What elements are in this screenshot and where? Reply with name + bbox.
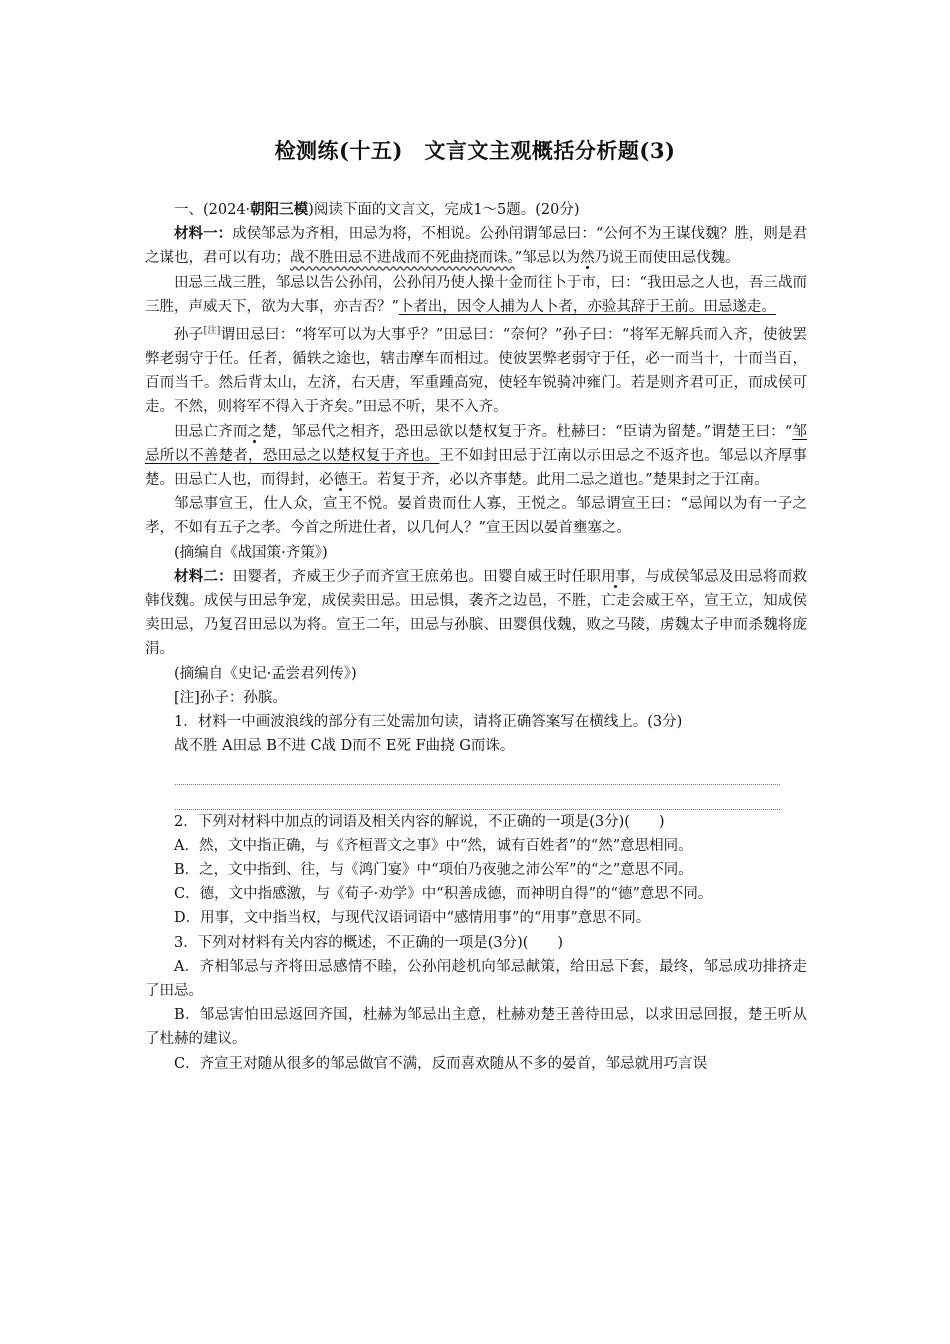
material1-paragraph-1 xyxy=(145,222,807,270)
dotted-word-zhi: 之 xyxy=(247,423,263,440)
m1p4-text-d: 王。若复于齐，必以齐事楚。此用二忌之道也。”楚果封之于江南。 xyxy=(348,472,769,489)
material1-label: 材料一： xyxy=(174,225,233,243)
dotted-word-yongshi: 用事 xyxy=(601,568,631,585)
underlined-sentence-1: 卜者出，因令人捕为人卜者，亦验其辞于王前。田忌遂走。 xyxy=(398,298,776,315)
material2-label: 材料二： xyxy=(174,567,233,585)
material1-source: (摘编自《战国策·齐策》) xyxy=(174,544,328,561)
m2-text-b: ，与成侯邹忌及田忌将而救韩伐魏。成侯与田忌争宠，成侯卖田忌。田忌惧，袭齐之边邑，不胜，亡走会威王卒，宣王立，知成侯卖田忌，乃复召田忌以为将。宣王二年，田忌与孙膑、田婴俱伐魏，败之马陵，虏魏太子申而杀魏将庞涓。 xyxy=(145,568,808,658)
material1-paragraph-5: 邹忌事宣王，仕人众，宣王不悦。晏首贵而仕人寡，王悦之。邹忌谓宣王曰：“忌闻以为有一子之孝，不如有五子之孝。今首之所进仕者，以几何人？”宣王因以晏首壅塞之。 xyxy=(145,496,807,537)
question-2-option-d: D．用事，文中指当权，与现代汉语词语中“感情用事”的“用事”意思不同。 xyxy=(174,910,651,927)
page-title: 检测练(十五) 文言文主观概括分析题(3) xyxy=(274,138,676,163)
m1p1-text-a: 成侯邹忌为齐相，田忌为将，不相说。公孙闬谓邹忌曰：“公何不为王谋伐魏？胜，则是君之谋也，君可以有功； xyxy=(145,226,807,267)
m1p1-text-c: 乃说王而使田忌伐魏。 xyxy=(594,250,740,267)
m1p4-text-b: 楚，邹忌代之相齐，恐田忌欲以楚权复于齐。杜赫曰：“臣请为留楚。”谓楚王曰：“ xyxy=(262,423,793,440)
question-1-options: 战不胜 A田忌 B不进 C战 D而不 E死 F曲挠 G而诛。 xyxy=(174,738,515,755)
material1-paragraph-4 xyxy=(145,420,807,493)
question-3-option-b: B．邹忌害怕田忌返回齐国，杜赫为邹忌出主意，杜赫劝楚王善待田忌，以求田忌回报，楚王听从了杜赫的建议。 xyxy=(145,1007,807,1048)
section-intro xyxy=(145,198,807,222)
m2-text-a: 田婴者，齐威王少子而齐宣王庶弟也。田婴自威王时任职 xyxy=(232,568,602,585)
question-2-option-c: C．德，文中指感激，与《荀子·劝学》中“积善成德，而神明自得”的“德”意思不同。 xyxy=(174,886,713,903)
question-2-option-b: B．之，文中指到、往，与《鸿门宴》中“项伯乃夜驰之沛公军”的“之”意思不同。 xyxy=(174,861,693,878)
material2-paragraph xyxy=(145,565,807,662)
question-3-stem: 3．下列对材料有关内容的概述，不正确的一项是(3分)( ) xyxy=(174,934,564,951)
question-1-stem: 1．材料一中画波浪线的部分有三处需加句读，请将正确答案写在横线上。(3分) xyxy=(174,714,683,731)
intro-suffix: )阅读下面的文言文，完成1～5题。(20分) xyxy=(308,202,580,218)
document-body xyxy=(145,198,807,1076)
material1-paragraph-3 xyxy=(145,319,807,420)
m1p4-text-c: 王不如封田忌于江南以示田忌之不返齐也。邹忌以齐厚事楚。田忌亡人也，而得封，必 xyxy=(145,447,808,489)
question-3-option-a: A．齐相邹忌与齐将田忌感情不睦，公孙闬趁机向邹忌献策，给田忌下套，最终，邹忌成功排挤走了田忌。 xyxy=(145,958,807,999)
underlined-sentence-2: 邹忌所以不善楚者，恐田忌之以楚权复于齐也。 xyxy=(145,423,808,464)
question-2-stem: 2．下列对材料中加点的词语及相关内容的解说，不正确的一项是(3分)( ) xyxy=(174,813,665,830)
dotted-word-ran: 然 xyxy=(580,250,595,267)
question-3-option-c: C．齐宣王对随从很多的邹忌做官不满，反而喜欢随从不多的晏首，邹忌就用巧言误 xyxy=(174,1055,708,1072)
intro-source: 朝阳三模 xyxy=(250,201,309,218)
question-2-option-a: A．然，文中指正确，与《齐桓晋文之事》中“然，诚有百姓者”的“然”意思相同。 xyxy=(174,837,693,854)
dotted-word-de: 德 xyxy=(333,472,348,489)
m1p2-text: 田忌三战三胜，邹忌以告公孙闬，公孙闬乃使人操十金而往卜于市，曰：“我田忌之人也，吾三战而三胜，声威天下，欲为大事，亦吉否？” xyxy=(145,274,807,315)
note-marker: [注] xyxy=(203,326,221,337)
m1p4-text-a: 田忌亡齐而 xyxy=(174,423,248,440)
intro-prefix: 一、(2024· xyxy=(174,202,251,218)
m1p3-text-a: 孙子 xyxy=(174,326,204,343)
wavy-underlined-passage: 战不胜田忌不进战而不死曲挠而诛。 xyxy=(290,250,515,267)
material1-paragraph-2 xyxy=(145,271,807,319)
material2-source: (摘编自《史记·孟尝君列传》) xyxy=(174,665,357,682)
m1p1-text-b: ”邹忌以为 xyxy=(514,250,581,267)
m1p3-text-b: 谓田忌曰：“将军可以为大事乎？”田忌曰：“奈何？”孙子曰：“将军无解兵而入齐，使彼罢弊老弱守于任。任者，循轶之途也，辖击摩车而相过。使彼罢弊老弱守于任，必一而当十，十而当百，百而当千。然后背太山，左济，右天唐，军重踵高宛，使轻车锐骑冲雍门。若是则齐君可正，而成侯可走。不然，则将军不得入于齐矣。”田忌不听，果不入齐。 xyxy=(145,326,808,416)
annotation-note: [注]孙子：孙膑。 xyxy=(174,689,287,706)
